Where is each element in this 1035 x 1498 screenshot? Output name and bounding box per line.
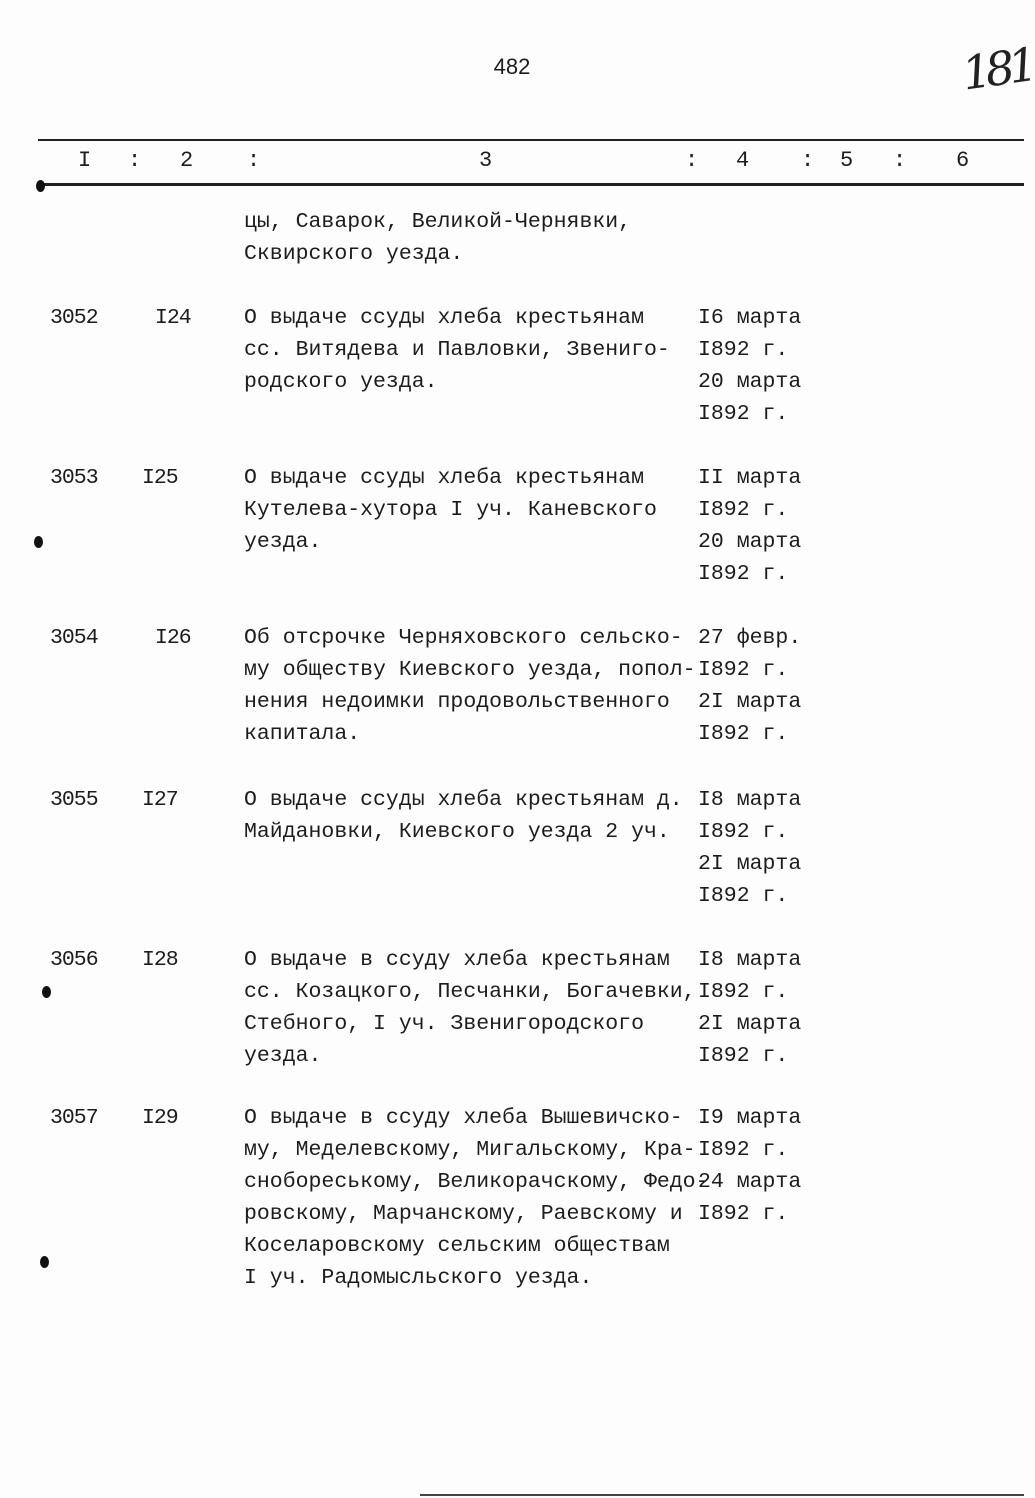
entry-number: 3054: [50, 626, 98, 650]
description-line: О выдаче в ссуду хлеба Вышевичско-: [244, 1106, 683, 1130]
date-line: I892 г.: [698, 498, 789, 522]
column-header-4: 4: [736, 148, 750, 173]
entry-description: [244, 302, 670, 398]
entry-old-number: I24: [155, 306, 191, 330]
bottom-edge-line: [420, 1494, 1024, 1496]
date-line: I8 марта: [698, 788, 802, 812]
date-line: I6 марта: [698, 306, 802, 330]
entry-number: 3052: [50, 306, 98, 330]
entry-dates: [698, 944, 801, 1072]
page-number: 482: [493, 54, 531, 79]
column-header-5: 5: [840, 148, 854, 173]
entry-dates: [698, 784, 801, 912]
column-header-2: 2: [180, 148, 194, 173]
date-line: I892 г.: [698, 1202, 789, 1226]
description-line: О выдаче ссуды хлеба крестьянам: [244, 306, 644, 330]
column-separator: :: [801, 148, 815, 173]
column-separator: :: [128, 148, 142, 173]
description-line: Сквирского уезда.: [244, 242, 464, 266]
entry-description: [244, 462, 657, 558]
entry-number: 3055: [50, 788, 98, 812]
handwritten-folio-number: 181: [958, 37, 1035, 101]
punch-hole-mark: [34, 536, 43, 548]
entry-dates: [698, 462, 801, 590]
description-line: нения недоимки продовольственного: [244, 690, 670, 714]
column-separator: :: [893, 148, 907, 173]
entry-description: [244, 206, 631, 270]
entry-description: [244, 622, 696, 750]
column-header-3: 3: [479, 148, 493, 173]
description-line: му, Меделевскому, Мигальскому, Кра-: [244, 1138, 696, 1162]
description-line: уезда.: [244, 1044, 322, 1068]
date-line: 24 марта: [698, 1170, 802, 1194]
description-line: му обществу Киевского уезда, попол-: [244, 658, 696, 682]
entry-old-number: I29: [142, 1106, 178, 1130]
description-line: Майдановки, Киевского уезда 2 уч.: [244, 820, 670, 844]
date-line: 20 марта: [698, 370, 802, 394]
date-line: I9 марта: [698, 1106, 802, 1130]
description-line: сс. Козацкого, Песчанки, Богачевки,: [244, 980, 696, 1004]
entry-dates: [698, 622, 801, 750]
date-line: 2I марта: [698, 1012, 802, 1036]
description-line: родского уезда.: [244, 370, 438, 394]
description-line: О выдаче в ссуду хлеба крестьянам: [244, 948, 670, 972]
entry-description: [244, 784, 683, 848]
punch-hole-mark: [36, 180, 45, 192]
entry-dates: [698, 1102, 801, 1230]
date-line: 2I марта: [698, 690, 802, 714]
description-line: О выдаче ссуды хлеба крестьянам д.: [244, 788, 683, 812]
description-line: сс. Витядева и Павловки, Звениго-: [244, 338, 670, 362]
entry-old-number: I25: [142, 466, 178, 490]
description-line: уезда.: [244, 530, 322, 554]
date-line: II марта: [698, 466, 802, 490]
column-header-1: I: [78, 148, 92, 173]
date-line: I892 г.: [698, 338, 789, 362]
entry-old-number: I28: [142, 948, 178, 972]
date-line: 2I марта: [698, 852, 802, 876]
entry-number: 3057: [50, 1106, 98, 1130]
punch-hole-mark: [40, 1256, 49, 1268]
date-line: 27 февр.: [698, 626, 802, 650]
date-line: I8 марта: [698, 948, 802, 972]
description-line: снобореському, Великорачскому, Федо-: [244, 1170, 709, 1194]
date-line: I892 г.: [698, 658, 789, 682]
description-line: Об отсрочке Черняховского сельско-: [244, 626, 683, 650]
entry-old-number: I26: [155, 626, 191, 650]
date-line: 20 марта: [698, 530, 802, 554]
description-line: ровскому, Марчанскому, Раевскому и: [244, 1202, 683, 1226]
column-separator: :: [247, 148, 261, 173]
entry-dates: [698, 302, 801, 430]
punch-hole-mark: [42, 986, 51, 998]
entry-number: 3056: [50, 948, 98, 972]
description-line: капитала.: [244, 722, 361, 746]
description-line: Стебного, I уч. Звенигородского: [244, 1012, 644, 1036]
date-line: I892 г.: [698, 980, 789, 1004]
date-line: I892 г.: [698, 1138, 789, 1162]
description-line: I уч. Радомысльского уезда.: [244, 1266, 593, 1290]
entry-number: 3053: [50, 466, 98, 490]
entry-old-number: I27: [142, 788, 178, 812]
date-line: I892 г.: [698, 820, 789, 844]
date-line: I892 г.: [698, 722, 789, 746]
column-header-6: 6: [956, 148, 970, 173]
description-line: О выдаче ссуды хлеба крестьянам: [244, 466, 644, 490]
description-line: Коселаровскому сельским обществам: [244, 1234, 670, 1258]
date-line: I892 г.: [698, 884, 789, 908]
date-line: I892 г.: [698, 1044, 789, 1068]
description-line: Кутелева-хутора I уч. Каневского: [244, 498, 657, 522]
entry-description: [244, 944, 696, 1072]
date-line: I892 г.: [698, 562, 789, 586]
header-top-rule: [38, 139, 1024, 141]
date-line: I892 г.: [698, 402, 789, 426]
entry-description: [244, 1102, 708, 1294]
description-line: цы, Саварок, Великой-Чернявки,: [244, 210, 632, 234]
header-bottom-rule: [38, 183, 1024, 186]
column-separator: :: [685, 148, 699, 173]
